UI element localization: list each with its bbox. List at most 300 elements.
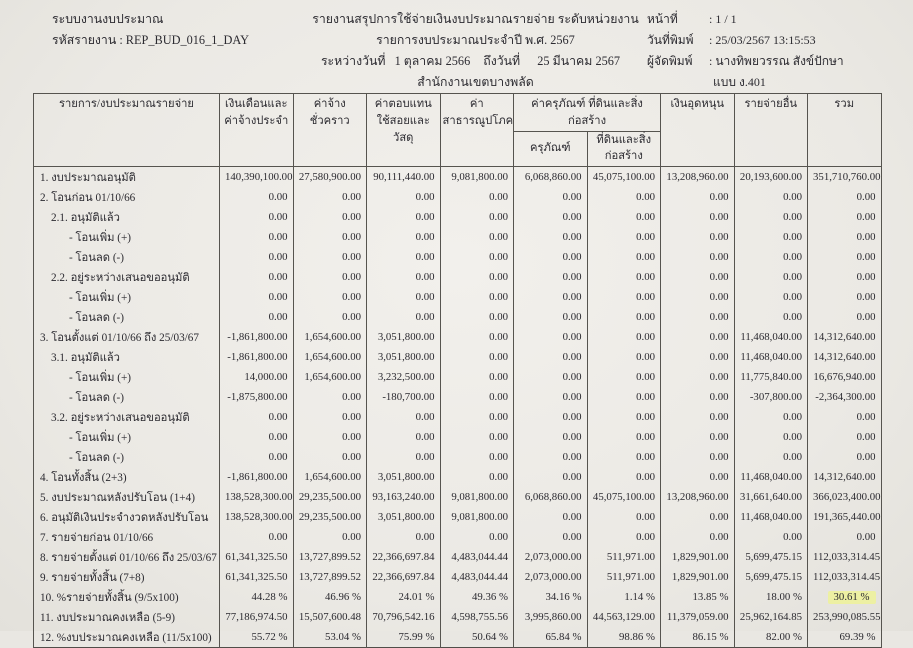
- budget-row: [34, 447, 882, 467]
- amount-cell: 0.00: [734, 207, 808, 227]
- org-name: สำนักงานเขตบางพลัด: [417, 75, 534, 89]
- page-number-row: [647, 9, 889, 30]
- amount-cell: 0.00: [440, 207, 514, 227]
- period-prefix: ระหว่างวันที่: [320, 54, 386, 68]
- amount-cell: -1,861,800.00: [220, 347, 294, 367]
- row-label: - โอนเพิ่ม (+): [34, 367, 220, 387]
- highlight-mark: 30.61 %: [828, 591, 876, 604]
- budget-row: [34, 247, 882, 267]
- amount-cell: 0.00: [367, 227, 441, 247]
- amount-cell: 0.00: [514, 507, 588, 527]
- amount-cell: 5,699,475.15: [734, 567, 808, 587]
- amount-cell: 0.00: [293, 247, 367, 267]
- budget-row: [34, 387, 882, 407]
- amount-cell: 112,033,314.45: [808, 567, 882, 587]
- amount-cell: 0.00: [440, 247, 514, 267]
- row-label: 7. รายจ่ายก่อน 01/10/66: [34, 527, 220, 547]
- amount-cell: 0.00: [514, 467, 588, 487]
- amount-cell: 11,468,040.00: [734, 507, 808, 527]
- amount-cell: 2,073,000.00: [514, 547, 588, 567]
- row-label: 10. %รายจ่ายทั้งสิ้น (9/5x100): [34, 587, 220, 607]
- amount-cell: 0.00: [514, 387, 588, 407]
- amount-cell: 0.00: [661, 327, 735, 347]
- row-label: 3. โอนตั้งแต่ 01/10/66 ถึง 25/03/67: [34, 327, 220, 347]
- budget-row: [34, 567, 882, 587]
- col-header-item: รายการ/งบประมาณรายจ่าย: [34, 94, 220, 167]
- amount-cell: 13,727,899.52: [293, 567, 367, 587]
- amount-cell: 351,710,760.00: [808, 167, 882, 188]
- amount-cell: 46.96 %: [293, 587, 367, 607]
- amount-cell: 0.00: [440, 427, 514, 447]
- amount-cell: 0.00: [514, 327, 588, 347]
- amount-cell: 0.00: [661, 527, 735, 547]
- amount-cell: [808, 587, 882, 607]
- amount-cell: 0.00: [661, 407, 735, 427]
- table-header-row-1: [34, 94, 882, 132]
- budget-row: [34, 527, 882, 547]
- report-header: [52, 9, 889, 93]
- amount-cell: 49.36 %: [440, 587, 514, 607]
- col-header-compensation-line2: ใช้สอยและวัสดุ: [376, 114, 430, 144]
- amount-cell: 4,598,755.56: [440, 607, 514, 627]
- amount-cell: 0.00: [367, 267, 441, 287]
- amount-cell: 0.00: [440, 267, 514, 287]
- amount-cell: 0.00: [734, 407, 808, 427]
- amount-cell: 0.00: [734, 427, 808, 447]
- printed-by-value: : นางทิพยวรรณ สังข์ปักษา: [709, 54, 844, 68]
- amount-cell: 511,971.00: [587, 567, 661, 587]
- row-label: 8. รายจ่ายตั้งแต่ 01/10/66 ถึง 25/03/67: [34, 547, 220, 567]
- amount-cell: 0.00: [440, 527, 514, 547]
- budget-row: [34, 627, 882, 648]
- amount-cell: 0.00: [808, 427, 882, 447]
- amount-cell: 0.00: [808, 287, 882, 307]
- page-number-value: : 1 / 1: [709, 12, 737, 26]
- amount-cell: 69.39 %: [808, 627, 882, 648]
- amount-cell: 61,341,325.50: [220, 547, 294, 567]
- amount-cell: 1,654,600.00: [293, 347, 367, 367]
- budget-row: [34, 187, 882, 207]
- amount-cell: 0.00: [587, 427, 661, 447]
- amount-cell: 14,312,640.00: [808, 347, 882, 367]
- amount-cell: 0.00: [514, 287, 588, 307]
- report-subtitle: รายการงบประมาณประจำปี พ.ศ. 2567: [376, 33, 575, 47]
- amount-cell: 0.00: [661, 247, 735, 267]
- amount-cell: 75.99 %: [367, 627, 441, 648]
- amount-cell: 0.00: [808, 227, 882, 247]
- row-label: 9. รายจ่ายทั้งสิ้น (7+8): [34, 567, 220, 587]
- header-title-block: [304, 9, 647, 93]
- amount-cell: -1,861,800.00: [220, 327, 294, 347]
- print-date-row: [647, 30, 889, 51]
- col-header-utilities: [440, 94, 514, 167]
- amount-cell: 0.00: [367, 447, 441, 467]
- col-header-temp-wage: ค่าจ้างชั่วคราว: [293, 94, 367, 167]
- amount-cell: 0.00: [440, 287, 514, 307]
- amount-cell: 0.00: [514, 407, 588, 427]
- amount-cell: 0.00: [808, 307, 882, 327]
- amount-cell: 0.00: [661, 227, 735, 247]
- amount-cell: 61,341,325.50: [220, 567, 294, 587]
- amount-cell: 0.00: [440, 327, 514, 347]
- row-label: 1. งบประมาณอนุมัติ: [34, 167, 220, 188]
- budget-row: [34, 167, 882, 188]
- amount-cell: 0.00: [367, 427, 441, 447]
- amount-cell: 50.64 %: [440, 627, 514, 648]
- amount-cell: 31,661,640.00: [734, 487, 808, 507]
- amount-cell: 0.00: [661, 367, 735, 387]
- amount-cell: 3,051,800.00: [367, 327, 441, 347]
- amount-cell: -1,875,800.00: [220, 387, 294, 407]
- amount-cell: 0.00: [220, 527, 294, 547]
- amount-cell: 29,235,500.00: [293, 487, 367, 507]
- amount-cell: -2,364,300.00: [808, 387, 882, 407]
- amount-cell: 16,676,940.00: [808, 367, 882, 387]
- amount-cell: -1,861,800.00: [220, 467, 294, 487]
- amount-cell: 0.00: [367, 187, 441, 207]
- report-title: รายงานสรุปการใช้จ่ายเงินงบประมาณรายจ่าย ระดับหน่วยงาน: [312, 12, 639, 26]
- amount-cell: 86.15 %: [661, 627, 735, 648]
- col-header-equipment: ครุภัณฑ์: [514, 131, 588, 167]
- amount-cell: 0.00: [661, 427, 735, 447]
- amount-cell: 0.00: [734, 287, 808, 307]
- amount-cell: 140,390,100.00: [220, 167, 294, 188]
- amount-cell: 0.00: [367, 307, 441, 327]
- amount-cell: 3,232,500.00: [367, 367, 441, 387]
- amount-cell: 0.00: [220, 447, 294, 467]
- amount-cell: 0.00: [587, 287, 661, 307]
- amount-cell: 112,033,314.45: [808, 547, 882, 567]
- budget-row: [34, 487, 882, 507]
- system-name: ระบบงานงบประมาณ: [52, 12, 164, 26]
- amount-cell: 3,051,800.00: [367, 347, 441, 367]
- amount-cell: 22,366,697.84: [367, 547, 441, 567]
- amount-cell: 0.00: [514, 347, 588, 367]
- amount-cell: 0.00: [514, 267, 588, 287]
- amount-cell: 53.04 %: [293, 627, 367, 648]
- print-date-value: : 25/03/2567 13:15:53: [709, 33, 816, 47]
- amount-cell: 0.00: [440, 367, 514, 387]
- amount-cell: 0.00: [367, 527, 441, 547]
- amount-cell: 0.00: [734, 527, 808, 547]
- amount-cell: 366,023,400.00: [808, 487, 882, 507]
- amount-cell: 0.00: [514, 367, 588, 387]
- col-header-subsidy: เงินอุดหนุน: [661, 94, 735, 167]
- amount-cell: 65.84 %: [514, 627, 588, 648]
- amount-cell: 93,163,240.00: [367, 487, 441, 507]
- amount-cell: 0.00: [220, 427, 294, 447]
- amount-cell: 0.00: [808, 187, 882, 207]
- budget-row: [34, 227, 882, 247]
- amount-cell: 0.00: [587, 327, 661, 347]
- amount-cell: 0.00: [587, 347, 661, 367]
- amount-cell: 0.00: [587, 207, 661, 227]
- amount-cell: 0.00: [808, 527, 882, 547]
- col-header-salary: [220, 94, 294, 167]
- amount-cell: 70,796,542.16: [367, 607, 441, 627]
- amount-cell: 3,051,800.00: [367, 467, 441, 487]
- table-body: [34, 167, 882, 648]
- printed-by-row: [647, 51, 889, 72]
- amount-cell: 20,193,600.00: [734, 167, 808, 188]
- budget-row: [34, 327, 882, 347]
- amount-cell: 34.16 %: [514, 587, 588, 607]
- col-header-salary-line2: ค่าจ้างประจำ: [224, 114, 289, 127]
- amount-cell: 0.00: [587, 527, 661, 547]
- amount-cell: 13,208,960.00: [661, 167, 735, 188]
- amount-cell: 138,528,300.00: [220, 507, 294, 527]
- table-header: [34, 94, 882, 167]
- amount-cell: 0.00: [440, 227, 514, 247]
- amount-cell: 0.00: [808, 447, 882, 467]
- amount-cell: 0.00: [293, 427, 367, 447]
- amount-cell: 6,068,860.00: [514, 487, 588, 507]
- amount-cell: 0.00: [661, 307, 735, 327]
- amount-cell: -180,700.00: [367, 387, 441, 407]
- amount-cell: 13,727,899.52: [293, 547, 367, 567]
- amount-cell: 0.00: [514, 307, 588, 327]
- amount-cell: -307,800.00: [734, 387, 808, 407]
- header-left-block: [52, 9, 304, 93]
- amount-cell: 0.00: [734, 447, 808, 467]
- amount-cell: 0.00: [514, 427, 588, 447]
- budget-table: [33, 93, 882, 648]
- amount-cell: 0.00: [734, 267, 808, 287]
- budget-row: [34, 407, 882, 427]
- amount-cell: 0.00: [734, 247, 808, 267]
- amount-cell: 0.00: [514, 527, 588, 547]
- form-code: แบบ ง.401: [713, 75, 766, 89]
- amount-cell: 0.00: [587, 467, 661, 487]
- amount-cell: 0.00: [587, 507, 661, 527]
- amount-cell: 0.00: [367, 247, 441, 267]
- amount-cell: 9,081,800.00: [440, 167, 514, 188]
- amount-cell: 3,995,860.00: [514, 607, 588, 627]
- amount-cell: 0.00: [808, 407, 882, 427]
- amount-cell: 0.00: [587, 307, 661, 327]
- amount-cell: 0.00: [587, 187, 661, 207]
- amount-cell: 138,528,300.00: [220, 487, 294, 507]
- amount-cell: 0.00: [514, 187, 588, 207]
- amount-cell: 0.00: [293, 447, 367, 467]
- amount-cell: 0.00: [293, 187, 367, 207]
- amount-cell: 9,081,800.00: [440, 507, 514, 527]
- amount-cell: 0.00: [514, 247, 588, 267]
- amount-cell: 0.00: [293, 207, 367, 227]
- amount-cell: 82.00 %: [734, 627, 808, 648]
- amount-cell: 0.00: [808, 247, 882, 267]
- amount-cell: 0.00: [220, 267, 294, 287]
- amount-cell: 0.00: [440, 467, 514, 487]
- row-label: 11. งบประมาณคงเหลือ (5-9): [34, 607, 220, 627]
- amount-cell: 11,468,040.00: [734, 327, 808, 347]
- row-label: 2.2. อยู่ระหว่างเสนอขออนุมัติ: [34, 267, 220, 287]
- col-header-equipment-group: ค่าครุภัณฑ์ ที่ดินและสิ่งก่อสร้าง: [514, 94, 661, 132]
- budget-row: [34, 347, 882, 367]
- budget-row: [34, 427, 882, 447]
- amount-cell: 0.00: [514, 227, 588, 247]
- col-header-utilities-line2: สาธารณูปโภค: [442, 114, 514, 127]
- amount-cell: 0.00: [293, 527, 367, 547]
- amount-cell: 27,580,900.00: [293, 167, 367, 188]
- amount-cell: 9,081,800.00: [440, 487, 514, 507]
- row-label: - โอนเพิ่ม (+): [34, 427, 220, 447]
- budget-row: [34, 267, 882, 287]
- amount-cell: 1,654,600.00: [293, 367, 367, 387]
- row-label: 3.1. อนุมัติแล้ว: [34, 347, 220, 367]
- row-label: 5. งบประมาณหลังปรับโอน (1+4): [34, 487, 220, 507]
- amount-cell: 0.00: [220, 207, 294, 227]
- report-code: รหัสรายงาน : REP_BUD_016_1_DAY: [52, 33, 250, 47]
- amount-cell: 0.00: [220, 407, 294, 427]
- amount-cell: 14,312,640.00: [808, 327, 882, 347]
- amount-cell: 25,962,164.85: [734, 607, 808, 627]
- amount-cell: 18.00 %: [734, 587, 808, 607]
- budget-row: [34, 207, 882, 227]
- amount-cell: 6,068,860.00: [514, 167, 588, 188]
- amount-cell: 11,468,040.00: [734, 467, 808, 487]
- amount-cell: 0.00: [220, 187, 294, 207]
- amount-cell: 11,468,040.00: [734, 347, 808, 367]
- amount-cell: 45,075,100.00: [587, 487, 661, 507]
- amount-cell: 0.00: [661, 267, 735, 287]
- budget-row: [34, 547, 882, 567]
- amount-cell: 0.00: [440, 407, 514, 427]
- amount-cell: 1,829,901.00: [661, 567, 735, 587]
- amount-cell: 22,366,697.84: [367, 567, 441, 587]
- page-number-label: หน้าที่: [647, 12, 678, 26]
- budget-row: [34, 607, 882, 627]
- row-label: 4. โอนทั้งสิ้น (2+3): [34, 467, 220, 487]
- amount-cell: 4,483,044.44: [440, 567, 514, 587]
- budget-row: [34, 507, 882, 527]
- amount-cell: 1,829,901.00: [661, 547, 735, 567]
- amount-cell: 0.00: [734, 187, 808, 207]
- amount-cell: 0.00: [293, 407, 367, 427]
- amount-cell: 14,312,640.00: [808, 467, 882, 487]
- amount-cell: 0.00: [587, 267, 661, 287]
- period-end-date: 25 มีนาคม 2567: [537, 54, 621, 68]
- amount-cell: 5,699,475.15: [734, 547, 808, 567]
- row-label: 2. โอนก่อน 01/10/66: [34, 187, 220, 207]
- amount-cell: 0.00: [661, 287, 735, 307]
- amount-cell: 0.00: [661, 507, 735, 527]
- amount-cell: 0.00: [587, 387, 661, 407]
- col-header-salary-line1: เงินเดือนและ: [225, 98, 288, 110]
- amount-cell: 44,563,129.00: [587, 607, 661, 627]
- budget-table-wrap: [33, 93, 882, 648]
- amount-cell: 1,654,600.00: [293, 467, 367, 487]
- amount-cell: 0.00: [440, 387, 514, 407]
- budget-row: [34, 287, 882, 307]
- amount-cell: 0.00: [587, 247, 661, 267]
- amount-cell: 0.00: [808, 207, 882, 227]
- amount-cell: 0.00: [661, 187, 735, 207]
- amount-cell: 0.00: [734, 227, 808, 247]
- amount-cell: 0.00: [220, 287, 294, 307]
- col-header-total: รวม: [808, 94, 882, 167]
- amount-cell: 0.00: [661, 467, 735, 487]
- row-label: - โอนลด (-): [34, 387, 220, 407]
- budget-row: [34, 307, 882, 327]
- amount-cell: 0.00: [440, 447, 514, 467]
- amount-cell: 0.00: [220, 307, 294, 327]
- amount-cell: 0.00: [367, 407, 441, 427]
- amount-cell: 0.00: [587, 367, 661, 387]
- amount-cell: 0.00: [661, 447, 735, 467]
- amount-cell: 24.01 %: [367, 587, 441, 607]
- amount-cell: 1,654,600.00: [293, 327, 367, 347]
- budget-row: [34, 587, 882, 607]
- amount-cell: 0.00: [293, 307, 367, 327]
- print-date-label: วันที่พิมพ์: [647, 33, 694, 47]
- col-header-other-expense: รายจ่ายอื่น: [734, 94, 808, 167]
- amount-cell: 1.14 %: [587, 587, 661, 607]
- amount-cell: 15,507,600.48: [293, 607, 367, 627]
- amount-cell: 0.00: [661, 387, 735, 407]
- budget-row: [34, 367, 882, 387]
- amount-cell: 0.00: [367, 287, 441, 307]
- row-label: - โอนเพิ่ม (+): [34, 287, 220, 307]
- amount-cell: 0.00: [440, 187, 514, 207]
- amount-cell: 0.00: [293, 227, 367, 247]
- amount-cell: 0.00: [220, 227, 294, 247]
- row-label: - โอนลด (-): [34, 247, 220, 267]
- amount-cell: 29,235,500.00: [293, 507, 367, 527]
- amount-cell: 55.72 %: [220, 627, 294, 648]
- amount-cell: 0.00: [367, 207, 441, 227]
- report-period: [304, 51, 647, 72]
- row-label: - โอนเพิ่ม (+): [34, 227, 220, 247]
- amount-cell: 90,111,440.00: [367, 167, 441, 188]
- row-label: 6. อนุมัติเงินประจำงวดหลังปรับโอน: [34, 507, 220, 527]
- amount-cell: 2,073,000.00: [514, 567, 588, 587]
- amount-cell: 0.00: [587, 447, 661, 467]
- amount-cell: 98.86 %: [587, 627, 661, 648]
- amount-cell: 0.00: [808, 267, 882, 287]
- amount-cell: 0.00: [587, 227, 661, 247]
- amount-cell: 0.00: [514, 447, 588, 467]
- amount-cell: 253,990,085.55: [808, 607, 882, 627]
- amount-cell: 13.85 %: [661, 587, 735, 607]
- amount-cell: 14,000.00: [220, 367, 294, 387]
- amount-cell: 11,379,059.00: [661, 607, 735, 627]
- row-label: 12. %งบประมาณคงเหลือ (11/5x100): [34, 627, 220, 648]
- col-header-compensation: [367, 94, 441, 167]
- amount-cell: 0.00: [587, 407, 661, 427]
- col-header-compensation-line1: ค่าตอบแทน: [374, 98, 432, 110]
- col-header-utilities-line1: ค่า: [469, 98, 484, 110]
- amount-cell: 3,051,800.00: [367, 507, 441, 527]
- amount-cell: 0.00: [293, 287, 367, 307]
- amount-cell: 11,775,840.00: [734, 367, 808, 387]
- amount-cell: 0.00: [734, 307, 808, 327]
- amount-cell: 0.00: [440, 307, 514, 327]
- amount-cell: 0.00: [440, 347, 514, 367]
- amount-cell: 0.00: [514, 207, 588, 227]
- amount-cell: 45,075,100.00: [587, 167, 661, 188]
- row-label: - โอนลด (-): [34, 307, 220, 327]
- col-header-land-construction: ที่ดินและสิ่งก่อสร้าง: [587, 131, 661, 167]
- amount-cell: 191,365,440.00: [808, 507, 882, 527]
- budget-row: [34, 467, 882, 487]
- amount-cell: 0.00: [220, 247, 294, 267]
- row-label: 3.2. อยู่ระหว่างเสนอขออนุมัติ: [34, 407, 220, 427]
- printed-by-label: ผู้จัดพิมพ์: [647, 54, 693, 68]
- amount-cell: 0.00: [293, 387, 367, 407]
- amount-cell: 13,208,960.00: [661, 487, 735, 507]
- header-right-block: [647, 9, 889, 93]
